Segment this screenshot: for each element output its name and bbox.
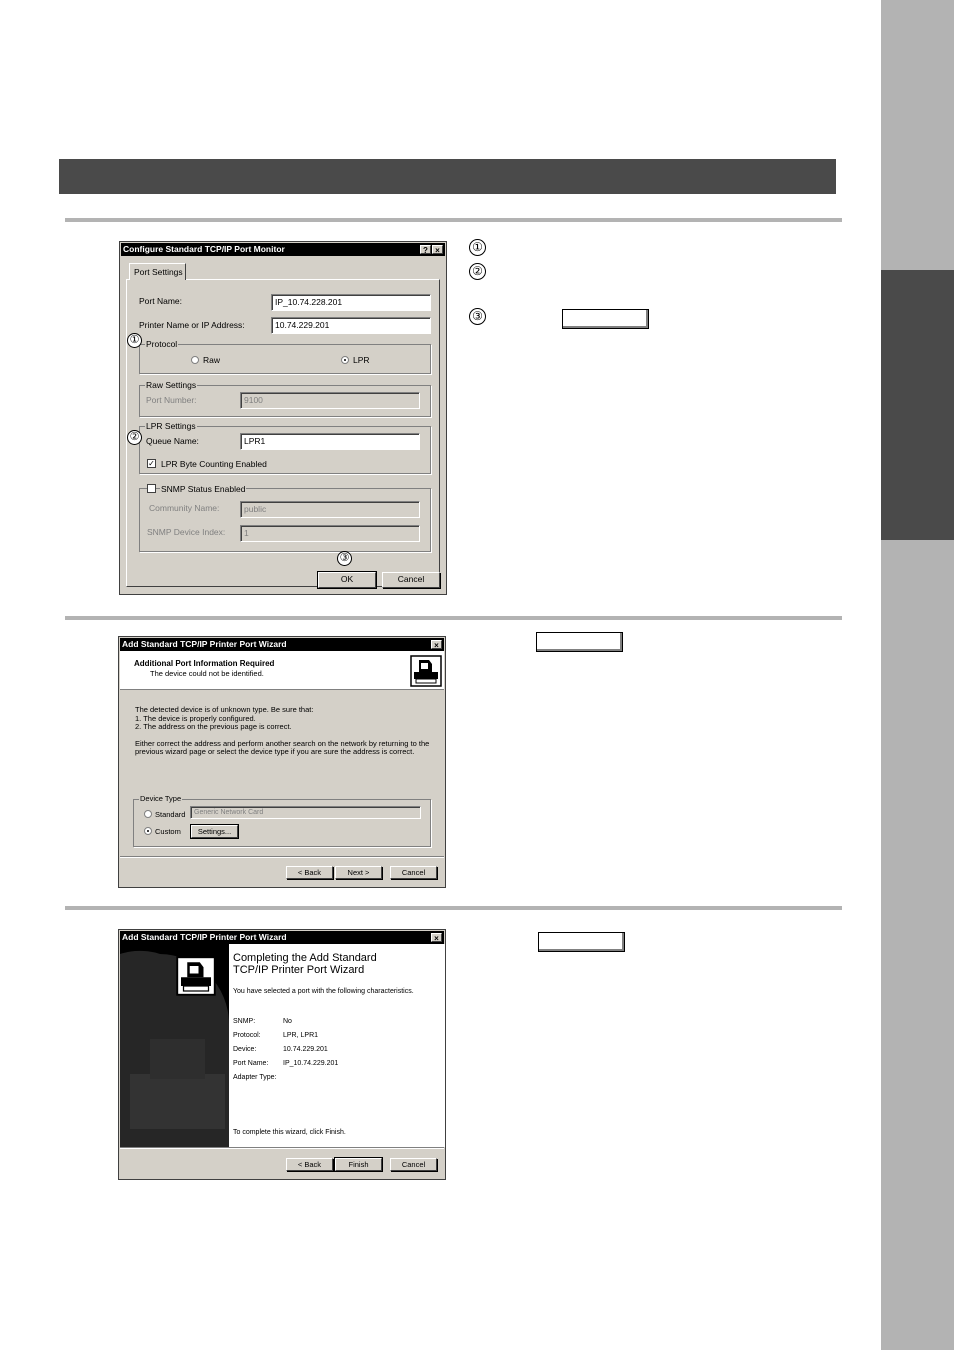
dialog-title: Add Standard TCP/IP Printer Port Wizard bbox=[122, 639, 287, 649]
lpr-settings-label: LPR Settings bbox=[146, 421, 196, 431]
dialog-title: Configure Standard TCP/IP Port Monitor bbox=[123, 244, 285, 254]
ok-button[interactable]: OK bbox=[318, 572, 376, 588]
step-divider-3 bbox=[65, 906, 842, 910]
wizard-intro: You have selected a port with the following characteristics. bbox=[233, 988, 414, 995]
step-marker-three: ③ bbox=[469, 308, 486, 325]
raw-label: Raw bbox=[203, 355, 221, 365]
dialog-title-bar bbox=[121, 243, 445, 256]
community-label: Community Name: bbox=[149, 503, 220, 513]
finish-note: To complete this wizard, click Finish. bbox=[233, 1129, 346, 1136]
step-divider-1 bbox=[65, 218, 842, 222]
dialog-title-bar bbox=[120, 931, 444, 944]
info-line-1: The detected device is of unknown type. Be sure that: bbox=[135, 705, 314, 714]
printer-name-label: Printer Name or IP Address: bbox=[139, 320, 245, 330]
lpr-label: LPR bbox=[353, 355, 370, 365]
close-button[interactable]: × bbox=[431, 640, 442, 649]
raw-radio[interactable] bbox=[191, 356, 199, 364]
step-marker-two: ② bbox=[469, 263, 486, 280]
summary-value: IP_10.74.229.201 bbox=[283, 1060, 339, 1067]
footer-separator bbox=[120, 1147, 444, 1149]
device-type-label: Device Type bbox=[140, 794, 182, 803]
standard-device-select[interactable]: Generic Network Card bbox=[190, 806, 421, 819]
step-divider-2 bbox=[65, 616, 842, 620]
summary-key: Adapter Type: bbox=[233, 1074, 277, 1081]
summary-key: Port Name: bbox=[233, 1060, 269, 1067]
summary-value: No bbox=[283, 1018, 292, 1025]
wizard-completing-dialog bbox=[118, 929, 446, 1180]
callout-two: ② bbox=[127, 430, 142, 445]
wizard-content-pane bbox=[229, 944, 445, 1147]
printer-port-icon bbox=[176, 956, 216, 996]
summary-key: Protocol: bbox=[233, 1032, 261, 1039]
tab-label: Port Settings bbox=[134, 267, 183, 277]
cancel-button[interactable]: Cancel bbox=[390, 1158, 437, 1171]
summary-value: 10.74.229.201 bbox=[283, 1046, 328, 1053]
standard-radio[interactable] bbox=[144, 810, 152, 818]
wizard-side-banner bbox=[120, 944, 229, 1147]
wizard-additional-info-dialog bbox=[118, 636, 446, 888]
port-number-input[interactable]: 9100 bbox=[240, 392, 420, 409]
back-button[interactable]: < Back bbox=[286, 1158, 333, 1171]
next-key-image bbox=[536, 632, 623, 652]
lpr-radio[interactable] bbox=[341, 356, 349, 364]
custom-label: Custom bbox=[155, 827, 181, 836]
snmp-group bbox=[139, 488, 431, 552]
port-name-input[interactable]: IP_10.74.228.201 bbox=[271, 294, 431, 311]
settings-button[interactable]: Settings... bbox=[191, 825, 238, 838]
wizard-heading: Additional Port Information Required bbox=[134, 659, 275, 668]
finish-button[interactable]: Finish bbox=[335, 1158, 382, 1171]
device-index-input[interactable]: 1 bbox=[240, 525, 420, 542]
printer-name-input[interactable]: 10.74.229.201 bbox=[271, 317, 431, 334]
next-button[interactable]: Next > bbox=[335, 866, 382, 879]
ok-key-image bbox=[562, 309, 649, 329]
step-marker-one: ① bbox=[469, 239, 486, 256]
side-tab-active bbox=[881, 270, 954, 540]
callout-one: ① bbox=[127, 333, 142, 348]
info-line-5: previous wizard page or select the device type if you are sure the address is correct. bbox=[135, 747, 415, 756]
dialog-title-bar bbox=[120, 638, 444, 651]
footer-separator bbox=[120, 856, 444, 858]
dialog-title: Add Standard TCP/IP Printer Port Wizard bbox=[122, 932, 287, 942]
callout-three: ③ bbox=[337, 551, 352, 566]
info-line-4: Either correct the address and perform another search on the network by returning to the bbox=[135, 739, 430, 748]
back-button[interactable]: < Back bbox=[286, 866, 333, 879]
port-number-label: Port Number: bbox=[146, 395, 197, 405]
summary-key: SNMP: bbox=[233, 1018, 256, 1025]
info-line-3: 2. The address on the previous page is correct. bbox=[135, 722, 292, 731]
wizard-header bbox=[120, 651, 444, 690]
protocol-group bbox=[139, 344, 431, 374]
side-tab-strip bbox=[881, 0, 954, 1350]
custom-radio[interactable] bbox=[144, 827, 152, 835]
protocol-group-label: Protocol bbox=[146, 339, 178, 349]
section-header-bar bbox=[59, 159, 836, 194]
byte-counting-label: LPR Byte Counting Enabled bbox=[161, 459, 267, 469]
snmp-label: SNMP Status Enabled bbox=[161, 484, 246, 494]
wizard-heading-line-2: TCP/IP Printer Port Wizard bbox=[233, 964, 365, 976]
wizard-heading-line-1: Completing the Add Standard bbox=[233, 952, 377, 964]
raw-settings-label: Raw Settings bbox=[146, 380, 197, 390]
finish-key-image bbox=[538, 932, 625, 952]
byte-counting-checkbox[interactable]: ✓ bbox=[148, 459, 155, 468]
cancel-button[interactable]: Cancel bbox=[390, 866, 437, 879]
cancel-button[interactable]: Cancel bbox=[382, 572, 440, 588]
summary-key: Device: bbox=[233, 1046, 257, 1053]
close-button[interactable]: × bbox=[432, 245, 443, 254]
info-line-2: 1. The device is properly configured. bbox=[135, 714, 256, 723]
queue-name-label: Queue Name: bbox=[146, 436, 199, 446]
queue-name-input[interactable]: LPR1 bbox=[240, 433, 420, 450]
wizard-subheading: The device could not be identified. bbox=[150, 669, 264, 678]
community-input[interactable]: public bbox=[240, 501, 420, 518]
close-button[interactable]: × bbox=[431, 933, 442, 942]
standard-label: Standard bbox=[155, 810, 186, 819]
configure-port-dialog bbox=[119, 241, 447, 595]
tab-panel bbox=[126, 279, 440, 587]
snmp-checkbox[interactable] bbox=[147, 484, 156, 493]
port-name-label: Port Name: bbox=[139, 296, 182, 306]
printer-port-icon bbox=[410, 655, 442, 687]
help-button[interactable]: ? bbox=[420, 245, 431, 254]
tab-port-settings[interactable] bbox=[129, 263, 186, 280]
summary-value: LPR, LPR1 bbox=[283, 1032, 319, 1039]
device-index-label: SNMP Device Index: bbox=[147, 527, 226, 537]
